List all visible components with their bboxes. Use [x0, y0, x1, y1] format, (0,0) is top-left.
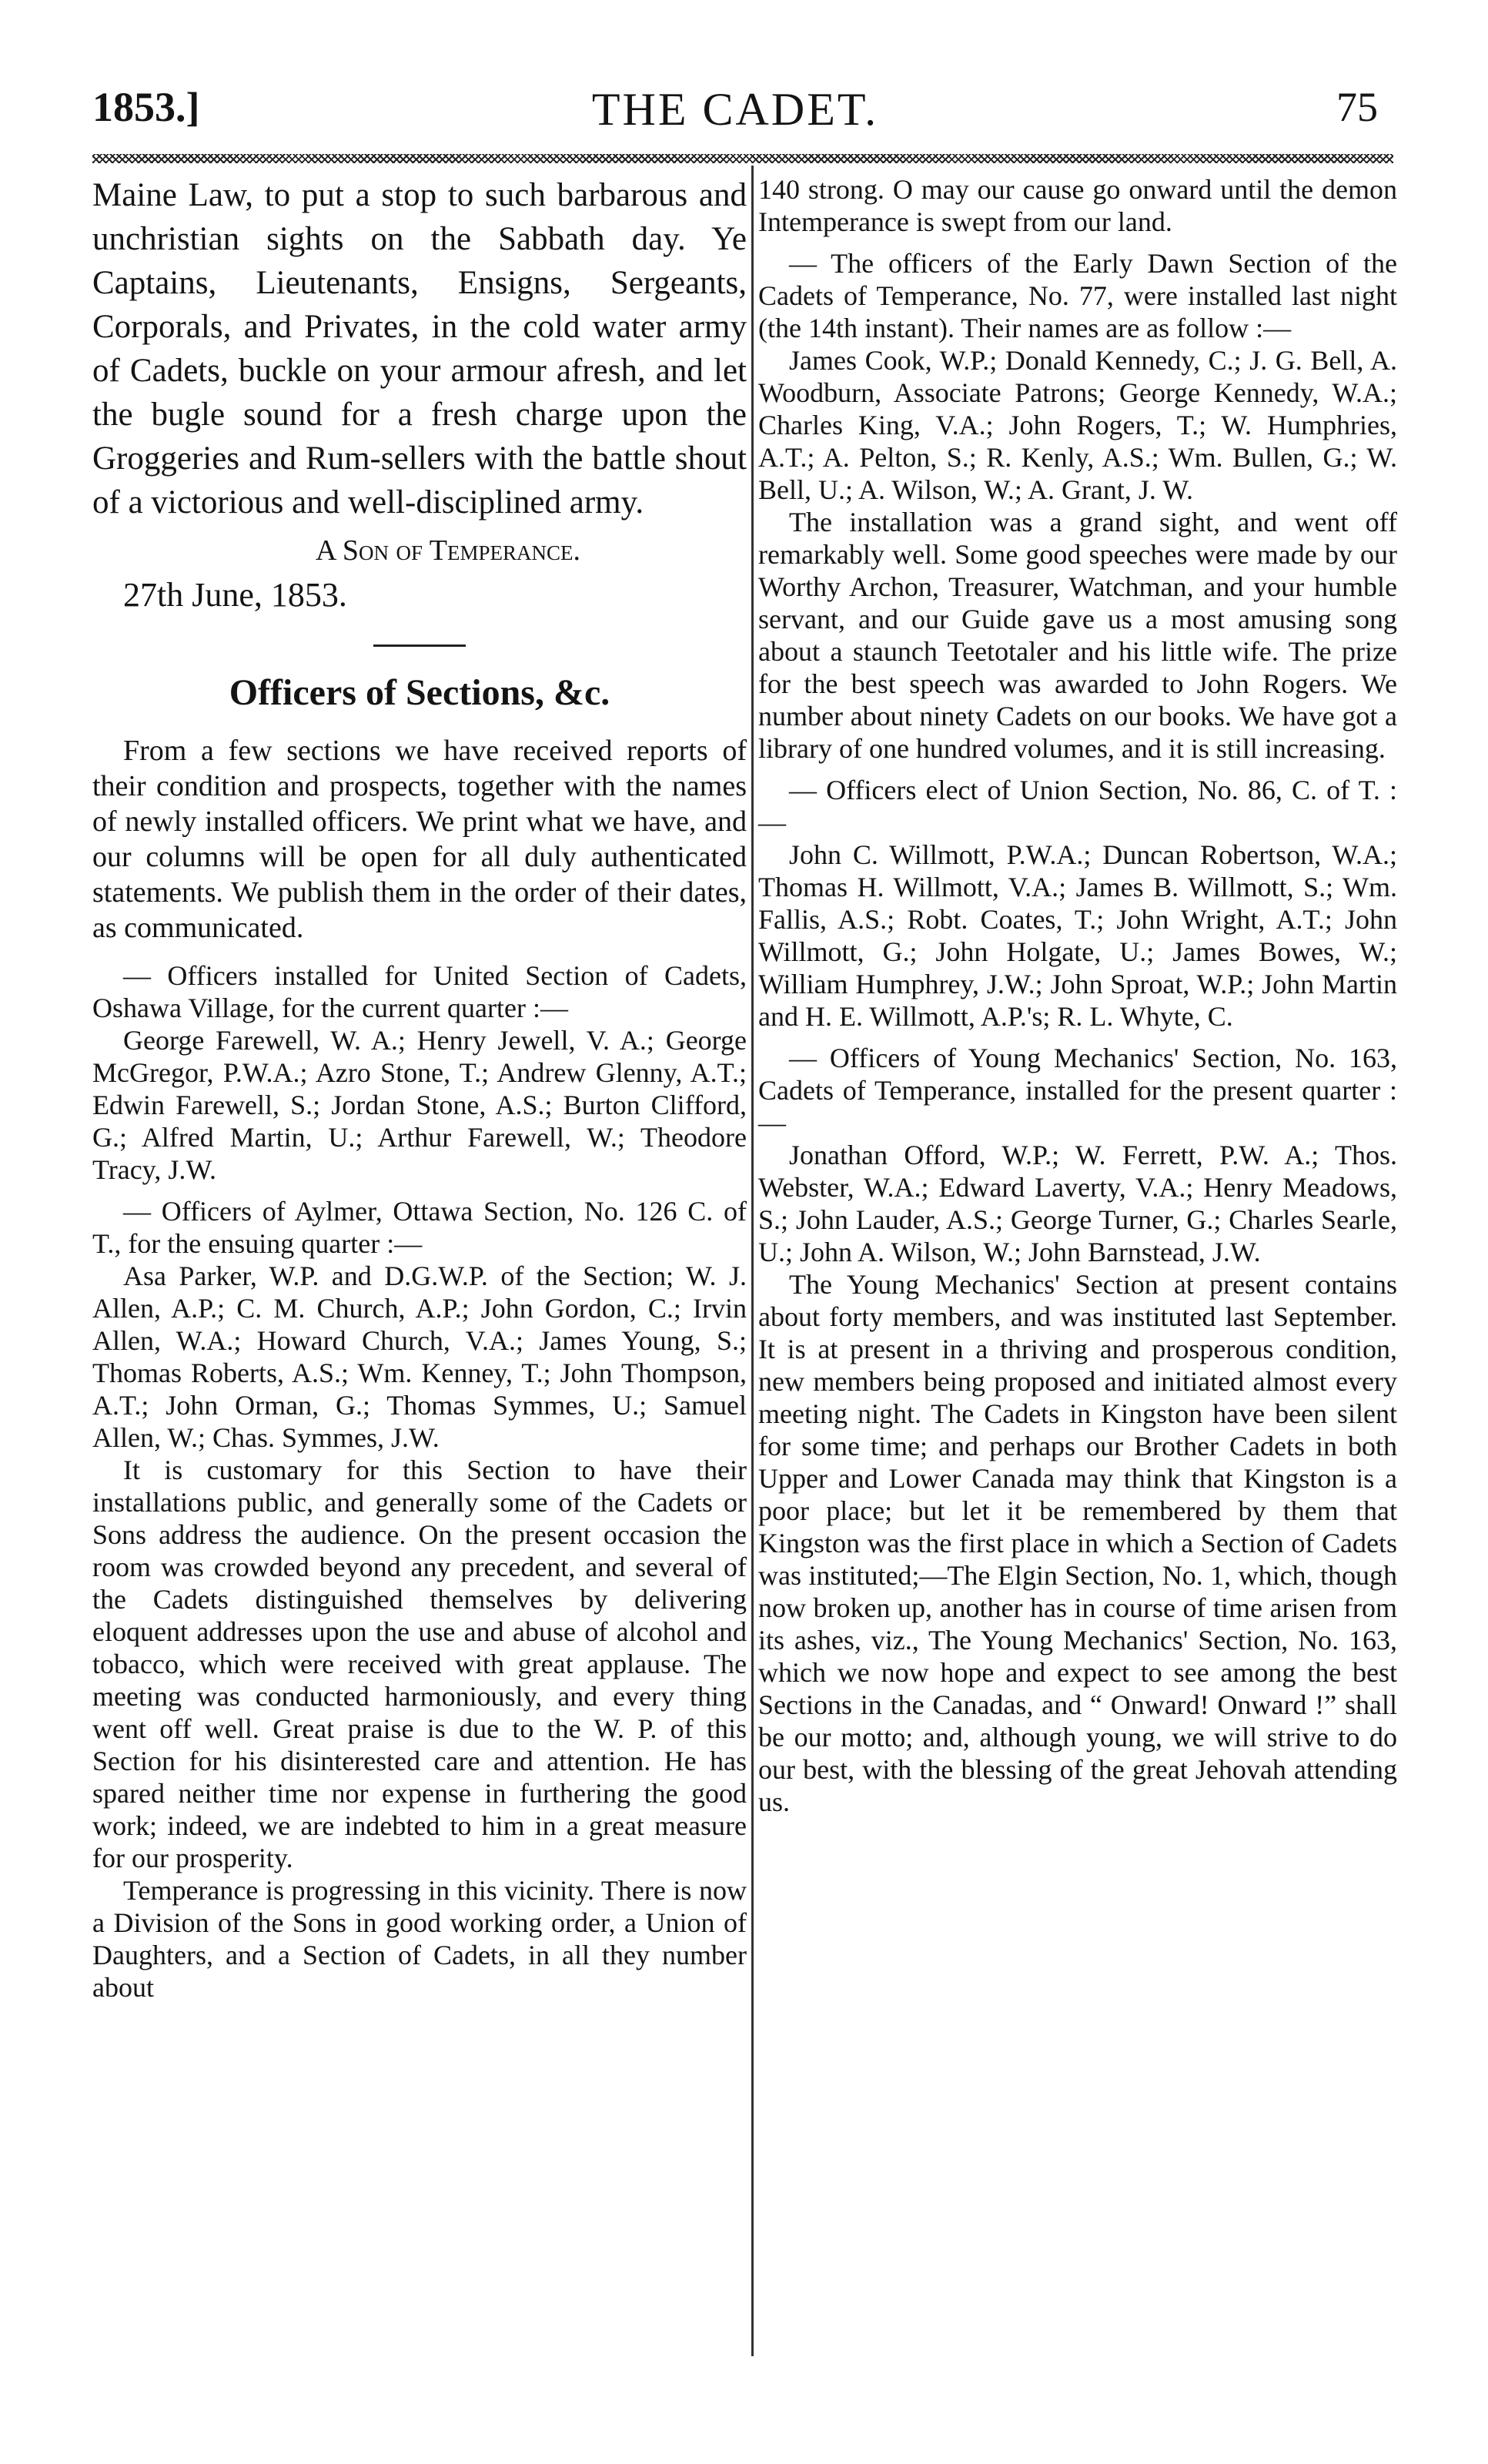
- running-header: [92, 83, 1378, 145]
- aylmer-section-report-continued: Temperance is progressing in this vicinity. There is now a Division of the Sons in good working order, a Union of Daughters, and a Section of Cadets, in all they number about: [92, 1875, 747, 2003]
- young-mechanics-heading: — Officers of Young Mechanics' Section, No. 163, Cadets of Temperance, installed for the present quarter :—: [758, 1043, 1397, 1138]
- page-number: 75: [1336, 84, 1378, 130]
- header-rule: [92, 154, 1393, 163]
- aylmer-section-officers: Asa Parker, W.P. and D.G.W.P. of the Section; W. J. Allen, A.P.; C. M. Church, A.P.; John Gordon, C.; Irvin Allen, W.A.; Howard Church, V.A.; James Young, S.; Thomas Roberts, A.S.; Wm. Kenney, T.; John Thompson, A.T.; John Orman, G.; Thomas Symmes, U.; Samuel Allen, W.; Chas. Symmes, J.W.: [92, 1260, 747, 1453]
- column-divider: [751, 166, 754, 2356]
- intro-paragraph: From a few sections we have received reports of their condition and prospects, together with the names of newly installed officers. We print what we have, and our columns will be open for all duly authenticated statements. We publish them in the order of their dates, as communicated.: [92, 735, 747, 944]
- letter-date: 27th June, 1853.: [123, 576, 347, 614]
- aylmer-section-heading: — Officers of Aylmer, Ottawa Section, No. 126 C. of T., for the ensuing quarter :—: [92, 1196, 747, 1259]
- united-section-officers: George Farewell, W. A.; Henry Jewell, V. A.; George McGregor, P.W.A.; Azro Stone, T.; Andrew Glenny, A.T.; Edwin Farewell, S.; Jordan Stone, A.S.; Burton Clifford, G.; Alfred Martin, U.; Arthur Farewell, W.; Theodore Tracy, J.W.: [92, 1025, 747, 1185]
- header-title: THE CADET.: [591, 84, 879, 135]
- young-mechanics-officers: Jonathan Offord, W.P.; W. Ferrett, P.W. A.; Thos. Webster, W.A.; Edward Laverty, V.A.; Henry Meadows, S.; John Lauder, A.S.; George Turner, G.; Charles Searle, U.; John A. Wilson, W.; John Barnstead, J.W.: [758, 1140, 1397, 1267]
- continued-text: 140 strong. O may our cause go onward until the demon Intemperance is swept from our land.: [758, 174, 1397, 237]
- header-year: 1853.]: [92, 84, 200, 130]
- right-column: [758, 173, 1397, 1818]
- letter-closing-paragraph: Maine Law, to put a stop to such barbarous and unchristian sights on the Sabbath day. Ye Captains, Lieutenants, Ensigns, Sergeants, Corporals, and Privates, in the cold water army of Cadets, buckle on your armour afresh, and let the bugle sound for a fresh charge upon the Groggeries and Rum-sellers with the battle shout of a victorious and well-disciplined army.: [92, 177, 747, 521]
- early-dawn-report: The installation was a grand sight, and went off remarkably well. Some good speeches were made by our Worthy Archon, Treasurer, Watchman, and your humble servant, and our Guide gave us a most amusing song about a staunch Teetotaler and his little wife. The prize for the best speech was awarded to John Rogers. We number about ninety Cadets on our books. We have got a library of one hundred volumes, and it is still increasing.: [758, 507, 1397, 764]
- union-section-officers: John C. Willmott, P.W.A.; Duncan Robertson, W.A.; Thomas H. Willmott, V.A.; James B. Willmott, S.; Wm. Fallis, A.S.; Robt. Coates, T.; John Wright, A.T.; John Willmott, G.; John Holgate, U.; James Bowes, W.; William Humphrey, J.W.; John Sproat, W.P.; John Martin and H. E. Willmott, A.P.'s; R. L. Whyte, C.: [758, 839, 1397, 1032]
- young-mechanics-report: The Young Mechanics' Section at present contains about forty members, and was instituted last September. It is at present in a thriving and prosperous condition, new members being proposed and initiated almost every meeting night. The Cadets in Kingston have been silent for some time; and perhaps our Brother Cadets in both Upper and Lower Canada may think that Kingston is a poor place; but let it be remembered by them that Kingston was the first place in which a Section of Cadets was instituted;—The Elgin Section, No. 1, which, though now broken up, another has in course of time arisen from its ashes, viz., The Young Mechanics' Section, No. 163, which we now hope and expect to see among the best Sections in the Canadas, and “ Onward! Onward !” shall be our motto; and, although young, we will strive to do our best, with the blessing of the great Jehovah attending us.: [758, 1269, 1397, 1817]
- aylmer-section-report: It is customary for this Section to have their installations public, and generally some of the Cadets or Sons address the audience. On the present occasion the room was crowded beyond any precedent, and several of the Cadets distinguished themselves by delivering eloquent addresses upon the use and abuse of alcohol and tobacco, which were received with great applause. The meeting was conducted harmoniously, and every thing went off well. Great praise is due to the W. P. of this Section for his disinterested care and attention. He has spared neither time nor expense in furthering the good work; indeed, we are indebted to him in a great measure for our prosperity.: [92, 1455, 747, 1873]
- union-section-heading: — Officers elect of Union Section, No. 86, C. of T. :—: [758, 775, 1397, 838]
- early-dawn-heading: — The officers of the Early Dawn Section of the Cadets of Temperance, No. 77, were installed last night (the 14th instant). Their names are as follow :—: [758, 248, 1397, 343]
- letter-signature: A Son of Temperance.: [316, 534, 581, 567]
- section-divider: [373, 644, 466, 647]
- left-column: [92, 173, 747, 2004]
- united-section-heading: — Officers installed for United Section of Cadets, Oshawa Village, for the current quarter :—: [92, 960, 747, 1023]
- section-heading: Officers of Sections, &c.: [229, 672, 610, 713]
- early-dawn-officers: James Cook, W.P.; Donald Kennedy, C.; J. G. Bell, A. Woodburn, Associate Patrons; George Kennedy, W.A.; Charles King, V.A.; John Rogers, T.; W. Humphries, A.T.; A. Pelton, S.; R. Kenly, A.S.; Wm. Bullen, G.; W. Bell, U.; A. Wilson, W.; A. Grant, J. W.: [758, 345, 1397, 505]
